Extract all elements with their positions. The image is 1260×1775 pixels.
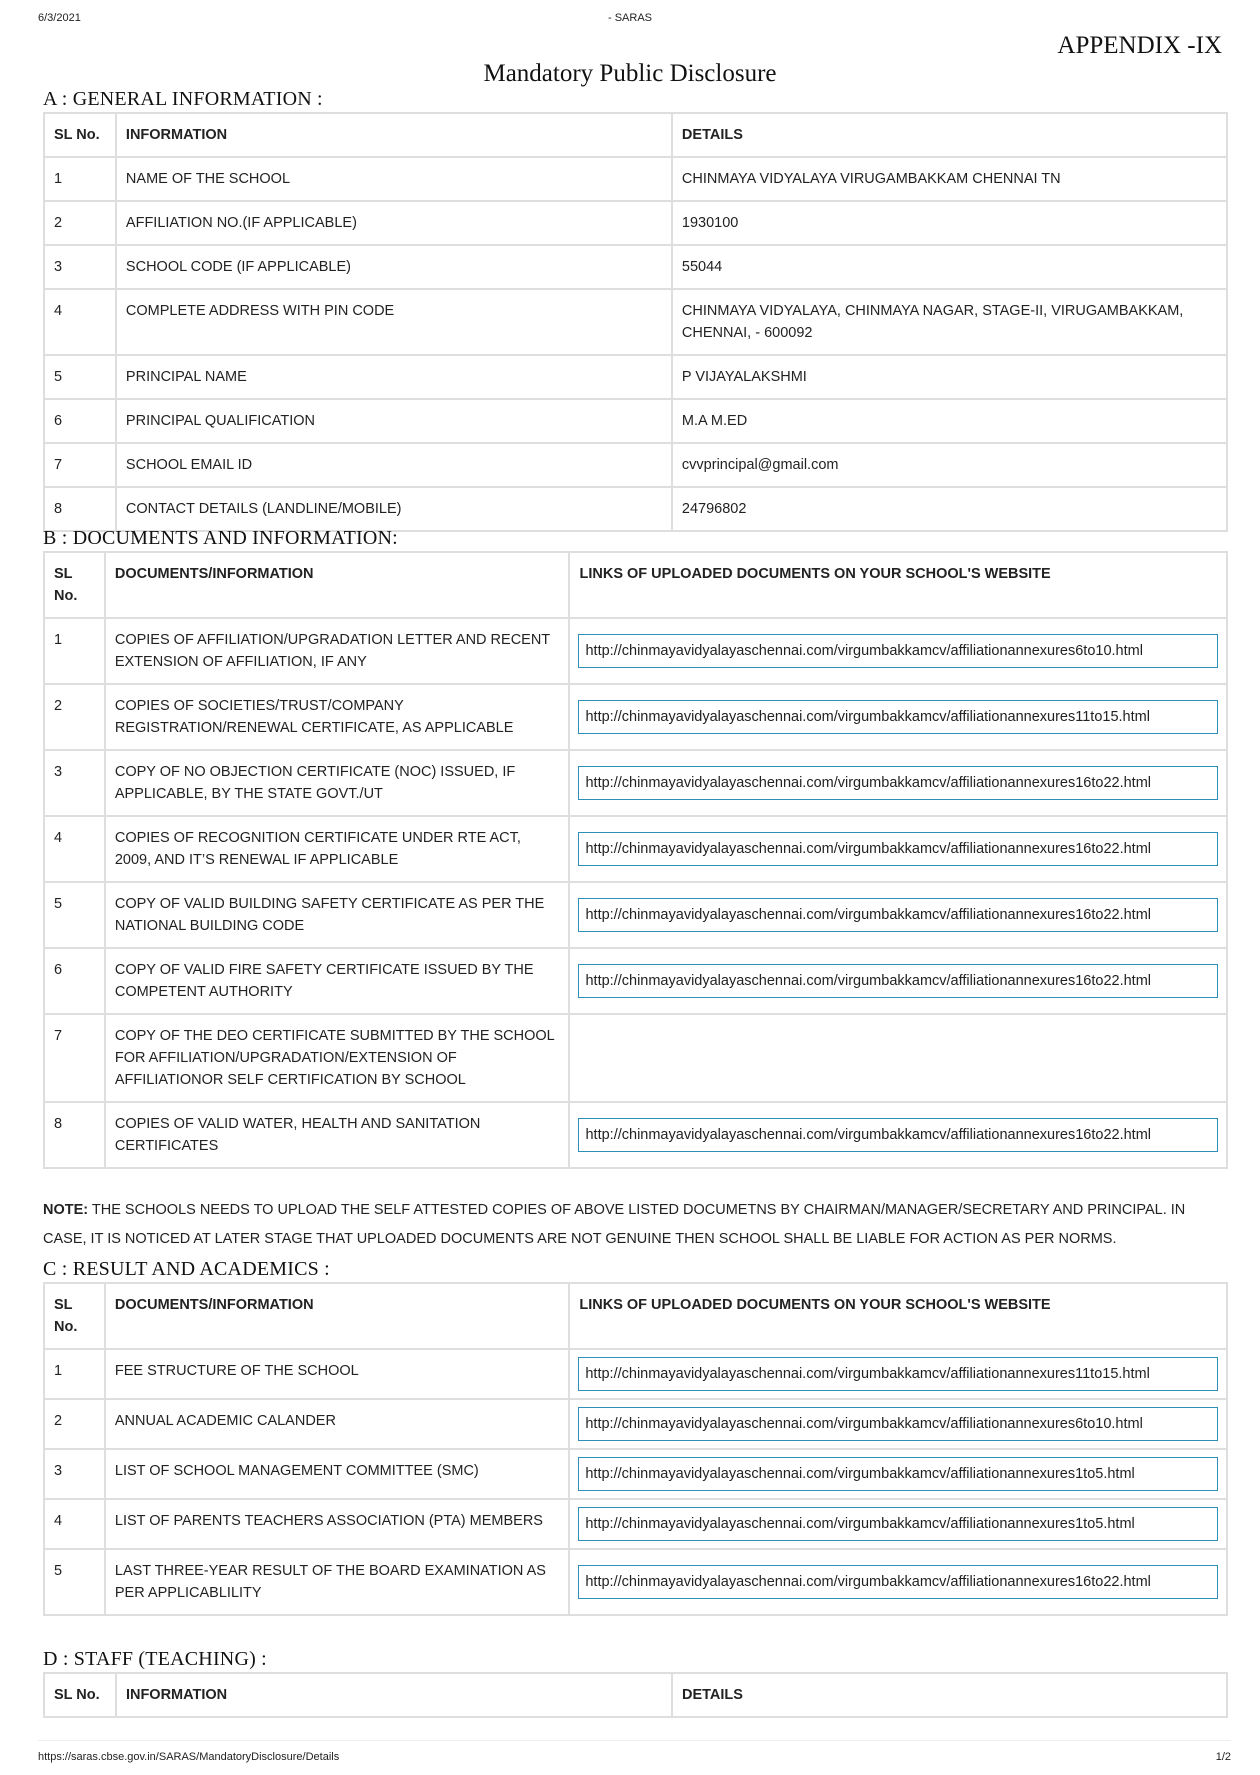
table-row: [44, 289, 1227, 355]
table-header-row: [44, 1283, 1227, 1349]
row-sl: 7: [44, 1014, 105, 1102]
row-document: ANNUAL ACADEMIC CALANDER: [105, 1399, 569, 1449]
row-document: COPIES OF AFFILIATION/UPGRADATION LETTER AND RECENT EXTENSION OF AFFILIATION, IF ANY: [105, 618, 570, 684]
row-details: P VIJAYALAKSHMI: [672, 355, 1227, 399]
header-info: INFORMATION: [116, 1673, 672, 1717]
results-academics-table: [43, 1282, 1228, 1616]
row-document: COPIES OF VALID WATER, HEALTH AND SANITATION CERTIFICATES: [105, 1102, 570, 1168]
row-document: LIST OF PARENTS TEACHERS ASSOCIATION (PTA) MEMBERS: [105, 1499, 569, 1549]
row-link-cell: [569, 882, 1227, 948]
header-details: DETAILS: [672, 113, 1227, 157]
section-a-title: A : GENERAL INFORMATION :: [43, 88, 323, 110]
row-document: COPY OF VALID BUILDING SAFETY CERTIFICATE AS PER THE NATIONAL BUILDING CODE: [105, 882, 570, 948]
row-info: AFFILIATION NO.(IF APPLICABLE): [116, 201, 672, 245]
document-link[interactable]: http://chinmayavidyalayaschennai.com/virgumbakkamcv/affiliationannexures11to15.html: [578, 1357, 1218, 1391]
row-link-cell: [569, 684, 1227, 750]
row-document: FEE STRUCTURE OF THE SCHOOL: [105, 1349, 569, 1399]
row-info: CONTACT DETAILS (LANDLINE/MOBILE): [116, 487, 672, 531]
row-document: COPY OF VALID FIRE SAFETY CERTIFICATE ISSUED BY THE COMPETENT AUTHORITY: [105, 948, 570, 1014]
footer-url: https://saras.cbse.gov.in/SARAS/MandatoryDisclosure/Details: [38, 1751, 340, 1763]
document-link[interactable]: http://chinmayavidyalayaschennai.com/virgumbakkamcv/affiliationannexures16to22.html: [578, 832, 1218, 866]
row-link-cell: [569, 1399, 1227, 1449]
row-info: NAME OF THE SCHOOL: [116, 157, 672, 201]
page-title: Mandatory Public Disclosure: [483, 60, 777, 87]
row-details: 55044: [672, 245, 1227, 289]
row-link-cell: [569, 1014, 1227, 1102]
row-details: M.A M.ED: [672, 399, 1227, 443]
table-row: [44, 1014, 1227, 1102]
table-row: [44, 684, 1227, 750]
row-details: 24796802: [672, 487, 1227, 531]
row-sl: 6: [44, 948, 105, 1014]
row-sl: 5: [44, 882, 105, 948]
table-header-row: [44, 552, 1227, 618]
table-row: [44, 882, 1227, 948]
table-row: [44, 1549, 1227, 1615]
table-row: [44, 1399, 1227, 1449]
header-info: INFORMATION: [116, 113, 672, 157]
row-info: PRINCIPAL QUALIFICATION: [116, 399, 672, 443]
print-date: 6/3/2021: [38, 12, 81, 24]
row-sl: 1: [44, 1349, 105, 1399]
document-link[interactable]: http://chinmayavidyalayaschennai.com/virgumbakkamcv/affiliationannexures16to22.html: [578, 766, 1218, 800]
document-link[interactable]: http://chinmayavidyalayaschennai.com/virgumbakkamcv/affiliationannexures16to22.html: [578, 898, 1218, 932]
document-link[interactable]: http://chinmayavidyalayaschennai.com/virgumbakkamcv/affiliationannexures1to5.html: [578, 1457, 1218, 1491]
row-sl: 2: [44, 201, 116, 245]
row-link-cell: [569, 1349, 1227, 1399]
header-sl: SL No.: [44, 1283, 105, 1349]
section-c-title: C : RESULT AND ACADEMICS :: [43, 1258, 330, 1280]
row-document: COPIES OF RECOGNITION CERTIFICATE UNDER RTE ACT, 2009, AND IT’S RENEWAL IF APPLICABLE: [105, 816, 570, 882]
row-sl: 1: [44, 157, 116, 201]
row-sl: 7: [44, 443, 116, 487]
row-link-cell: [569, 1449, 1227, 1499]
table-row: [44, 355, 1227, 399]
table-row: [44, 157, 1227, 201]
row-sl: 3: [44, 750, 105, 816]
document-link[interactable]: http://chinmayavidyalayaschennai.com/virgumbakkamcv/affiliationannexures16to22.html: [578, 1565, 1218, 1599]
row-sl: 3: [44, 1449, 105, 1499]
section-b-title: B : DOCUMENTS AND INFORMATION:: [43, 527, 398, 549]
document-link[interactable]: http://chinmayavidyalayaschennai.com/virgumbakkamcv/affiliationannexures1to5.html: [578, 1507, 1218, 1541]
disclosure-note: [43, 1196, 1228, 1254]
row-sl: 4: [44, 1499, 105, 1549]
row-link-cell: [569, 750, 1227, 816]
footer-page-number: 1/2: [1215, 1751, 1231, 1763]
document-link[interactable]: http://chinmayavidyalayaschennai.com/virgumbakkamcv/affiliationannexures6to10.html: [578, 1407, 1218, 1441]
row-details: CHINMAYA VIDYALAYA, CHINMAYA NAGAR, STAGE-II, VIRUGAMBAKKAM, CHENNAI, - 600092: [672, 289, 1227, 355]
table-row: [44, 1499, 1227, 1549]
row-document: LIST OF SCHOOL MANAGEMENT COMMITTEE (SMC): [105, 1449, 569, 1499]
table-row: [44, 487, 1227, 531]
row-details: CHINMAYA VIDYALAYA VIRUGAMBAKKAM CHENNAI TN: [672, 157, 1227, 201]
table-header-row: [44, 1673, 1227, 1717]
header-links: LINKS OF UPLOADED DOCUMENTS ON YOUR SCHOOL'S WEBSITE: [569, 552, 1227, 618]
row-sl: 8: [44, 487, 116, 531]
table-header-row: [44, 113, 1227, 157]
header-sl: SL No.: [44, 1673, 116, 1717]
row-document: COPY OF NO OBJECTION CERTIFICATE (NOC) ISSUED, IF APPLICABLE, BY THE STATE GOVT./UT: [105, 750, 570, 816]
header-documents: DOCUMENTS/INFORMATION: [105, 1283, 569, 1349]
table-row: [44, 948, 1227, 1014]
appendix-label: APPENDIX -IX: [1057, 32, 1222, 59]
table-row: [44, 1349, 1227, 1399]
row-sl: 2: [44, 684, 105, 750]
row-link-cell: [569, 1102, 1227, 1168]
row-link-cell: [569, 1499, 1227, 1549]
note-label: NOTE:: [43, 1202, 89, 1218]
row-sl: 4: [44, 816, 105, 882]
documents-table: [43, 551, 1228, 1169]
row-link-cell: [569, 948, 1227, 1014]
row-sl: 5: [44, 1549, 105, 1615]
table-row: [44, 443, 1227, 487]
table-row: [44, 1102, 1227, 1168]
table-row: [44, 816, 1227, 882]
document-link[interactable]: http://chinmayavidyalayaschennai.com/virgumbakkamcv/affiliationannexures6to10.html: [578, 634, 1218, 668]
row-sl: 2: [44, 1399, 105, 1449]
row-sl: 8: [44, 1102, 105, 1168]
row-link-cell: [569, 1549, 1227, 1615]
row-document: COPY OF THE DEO CERTIFICATE SUBMITTED BY THE SCHOOL FOR AFFILIATION/UPGRADATION/EXTENSION OF AFFILIATIONOR SELF CERTIFICATION BY SCHOOL: [105, 1014, 570, 1102]
row-sl: 6: [44, 399, 116, 443]
note-text: THE SCHOOLS NEEDS TO UPLOAD THE SELF ATTESTED COPIES OF ABOVE LISTED DOCUMETNS BY CHAIRMAN/MANAGER/SECRETARY AND PRINCIPAL. IN CASE, IT IS NOTICED AT LATER STAGE THAT UPLOADED DOCUMENTS ARE NOT GENUINE THEN SCHOOL SHALL BE LIABLE FOR ACTION AS PER NORMS.: [43, 1202, 1186, 1247]
row-sl: 1: [44, 618, 105, 684]
table-row: [44, 1449, 1227, 1499]
header-documents: DOCUMENTS/INFORMATION: [105, 552, 570, 618]
footer-divider: [38, 1740, 1231, 1741]
row-link-cell: [569, 816, 1227, 882]
row-info: SCHOOL EMAIL ID: [116, 443, 672, 487]
row-document: LAST THREE-YEAR RESULT OF THE BOARD EXAMINATION AS PER APPLICABLILITY: [105, 1549, 569, 1615]
document-link[interactable]: http://chinmayavidyalayaschennai.com/virgumbakkamcv/affiliationannexures11to15.html: [578, 700, 1218, 734]
table-row: [44, 618, 1227, 684]
table-row: [44, 201, 1227, 245]
table-row: [44, 245, 1227, 289]
section-d-title: D : STAFF (TEACHING) :: [43, 1648, 267, 1670]
general-info-table: [43, 112, 1228, 532]
header-sl: SL No.: [44, 113, 116, 157]
row-info: PRINCIPAL NAME: [116, 355, 672, 399]
header-links: LINKS OF UPLOADED DOCUMENTS ON YOUR SCHOOL'S WEBSITE: [569, 1283, 1227, 1349]
document-link[interactable]: http://chinmayavidyalayaschennai.com/virgumbakkamcv/affiliationannexures16to22.html: [578, 1118, 1218, 1152]
row-sl: 5: [44, 355, 116, 399]
row-link-cell: [569, 618, 1227, 684]
header-sl: SL No.: [44, 552, 105, 618]
row-info: COMPLETE ADDRESS WITH PIN CODE: [116, 289, 672, 355]
header-details: DETAILS: [672, 1673, 1227, 1717]
table-row: [44, 399, 1227, 443]
row-info: SCHOOL CODE (IF APPLICABLE): [116, 245, 672, 289]
table-row: [44, 750, 1227, 816]
row-sl: 4: [44, 289, 116, 355]
row-details: cvvprincipal@gmail.com: [672, 443, 1227, 487]
document-link[interactable]: http://chinmayavidyalayaschennai.com/virgumbakkamcv/affiliationannexures16to22.html: [578, 964, 1218, 998]
row-details: 1930100: [672, 201, 1227, 245]
staff-teaching-table: [43, 1672, 1228, 1718]
row-document: COPIES OF SOCIETIES/TRUST/COMPANY REGISTRATION/RENEWAL CERTIFICATE, AS APPLICABLE: [105, 684, 570, 750]
print-title: - SARAS: [607, 12, 652, 24]
row-sl: 3: [44, 245, 116, 289]
